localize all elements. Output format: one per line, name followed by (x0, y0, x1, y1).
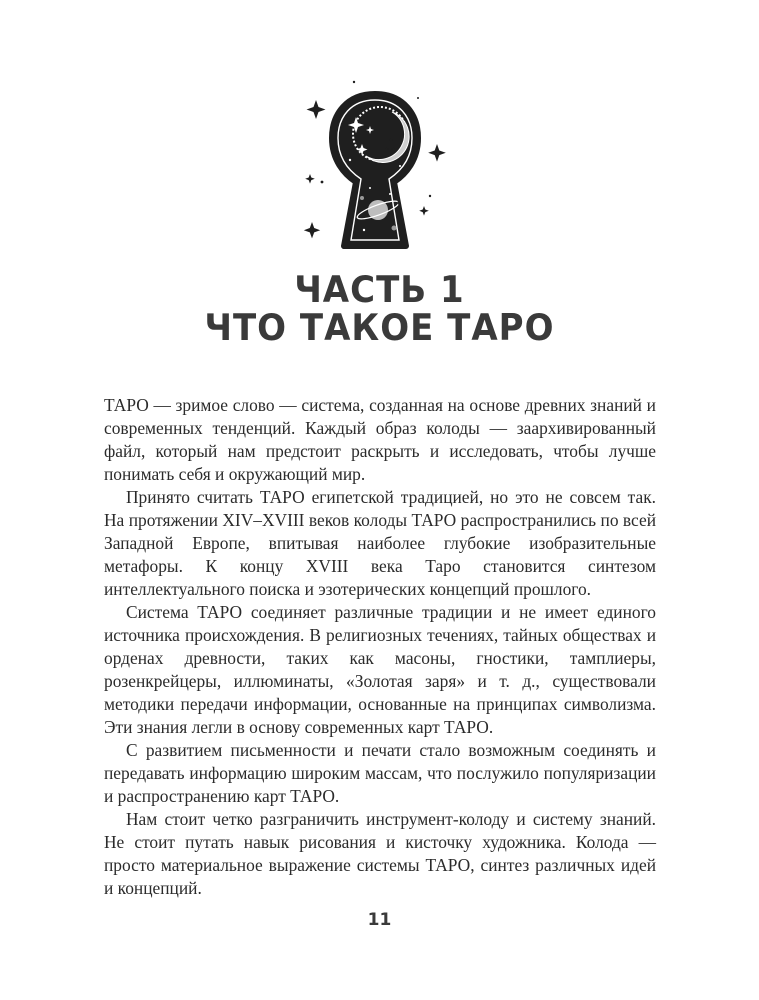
paragraph: Нам стоит четко разграничить инструмент-колоду и систему знаний. Не стоит путать навык рисования и кисточку художника. Колода — просто материальное выражение системы ТАРО, синтез различных идей и концепций. (104, 809, 656, 898)
paragraph: Система ТАРО соединяет различные традиции и не имеет единого источника происхождения. В религиозных течениях, тайных обществах и орденах древности, таких как масоны, гностики, тамплиеры, розенкрейцеры, иллюминаты, «Золотая заря» и т. д., существовали методики передачи информации, основанные на принципах символизма. Эти знания легли в основу современных карт ТАРО. (104, 602, 656, 737)
paragraph: ТАРО — зримое слово — система, созданная на основе древних знаний и современных тенденций. Каждый образ колоды — заархивированный файл, который нам предстоит раскрыть и исследовать, чтобы лучше понимать себя и окружающий мир. (104, 395, 656, 484)
keyhole-moon-icon (300, 70, 450, 255)
paragraph: Принято считать ТАРО египетской традицией, но это не совсем так. На протяжении XIV–XVIII веков колоды ТАРО распространились по всей Западной Европе, впитывая наиболее глубокие изобразительные метафоры. К концу XVIII века Таро становится синтезом интеллектуального поиска и эзотерических концепций прошлого. (104, 487, 656, 599)
chapter-title: ЧТО ТАКОЕ ТАРО (204, 306, 555, 350)
page-number: 11 (367, 910, 392, 930)
part-title: ЧАСТЬ 1 (294, 268, 465, 312)
body-text (104, 394, 656, 900)
paragraph: С развитием письменности и печати стало возможным соединять и передавать информацию широким массам, что послужило популяризации и распространению карт ТАРО. (104, 740, 656, 806)
